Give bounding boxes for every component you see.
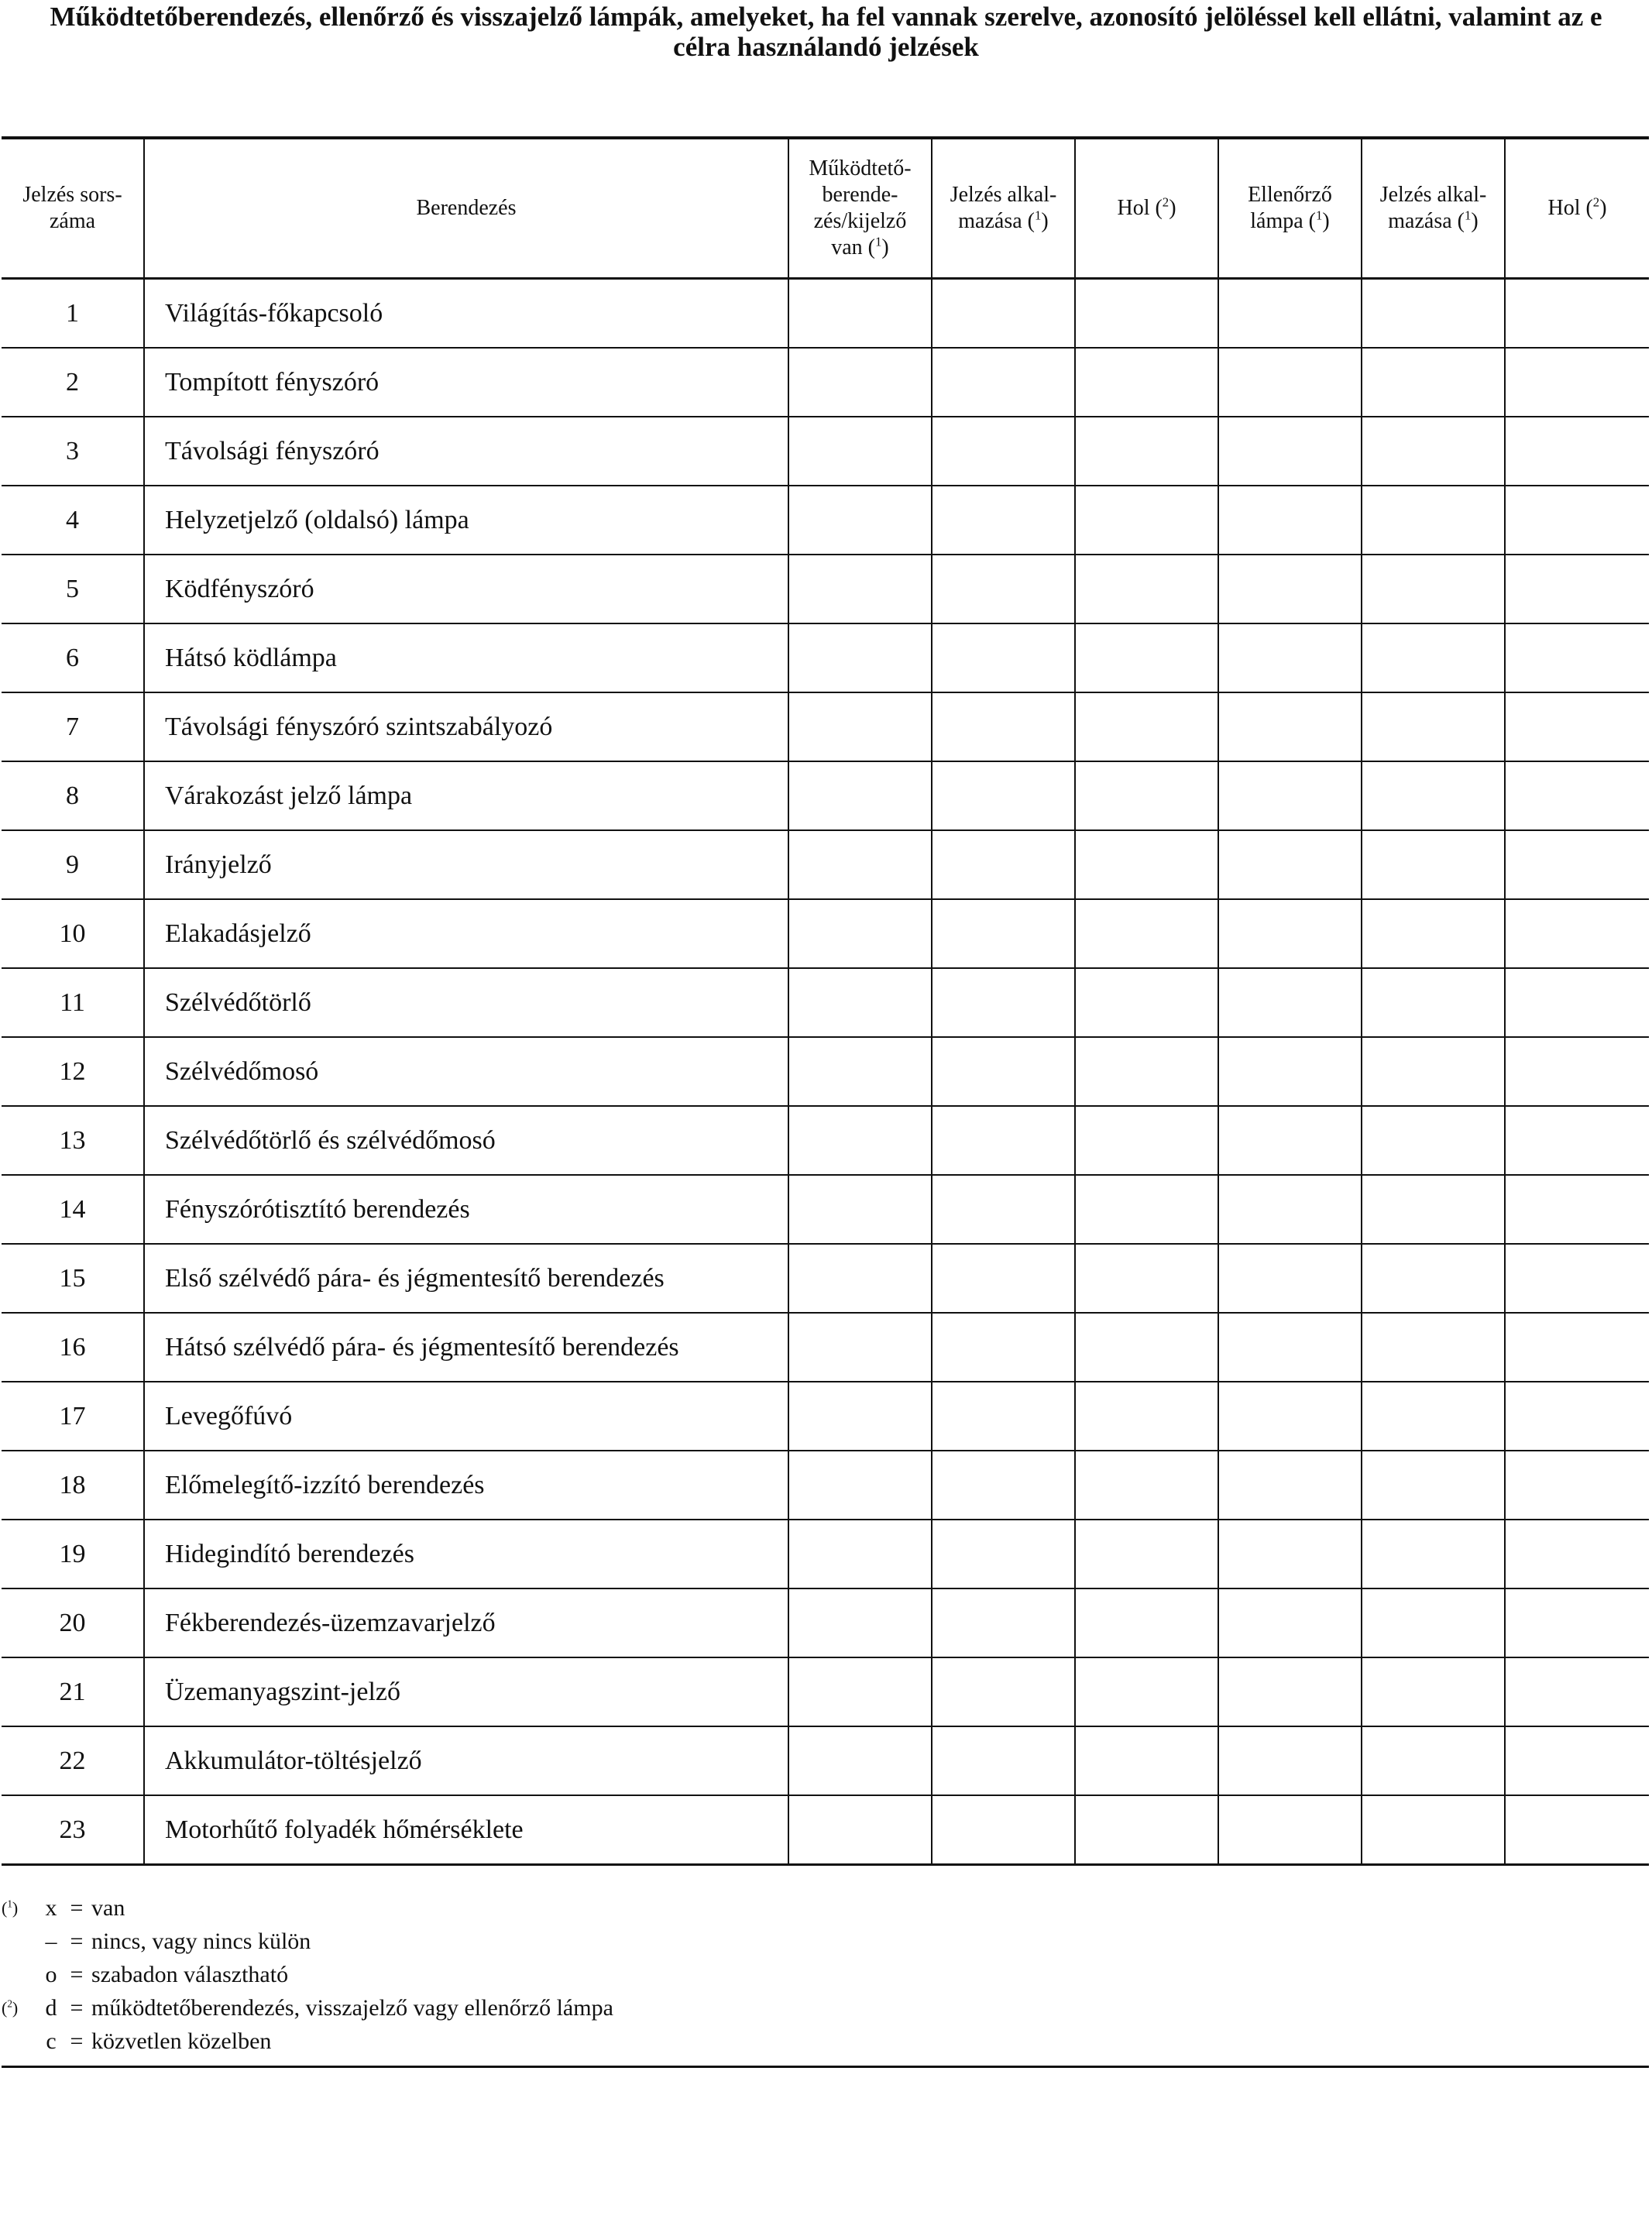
- empty-entry-cell: [788, 761, 932, 830]
- empty-entry-cell: [788, 830, 932, 899]
- empty-entry-cell: [788, 1382, 932, 1451]
- footnote-text: nincs, vagy nincs külön: [91, 1928, 311, 1954]
- row-serial-number: 9: [2, 830, 144, 899]
- empty-entry-cell: [932, 1244, 1075, 1313]
- header-tell-tale: Ellenőrző lámpa ($^1$): [1218, 138, 1362, 279]
- footnote-equals: =: [70, 1962, 84, 1987]
- row-equipment-name: Motorhűtő folyadék hőmérséklete: [144, 1795, 788, 1865]
- empty-entry-cell: [1362, 1726, 1505, 1795]
- row-serial-number: 3: [2, 417, 144, 486]
- empty-entry-cell: [932, 899, 1075, 968]
- table-row: [2, 1588, 1649, 1657]
- empty-entry-cell: [1362, 1588, 1505, 1657]
- empty-entry-cell: [1218, 1175, 1362, 1244]
- page-title: Működtetőberendezés, ellenőrző és visszajelző lámpák, amelyeket, ha fel vannak szerelve, azonosító jelöléssel kell ellátni, valamint az e célra használandó jelzések: [50, 2, 1602, 62]
- empty-entry-cell: [1075, 692, 1218, 761]
- empty-entry-cell: [1505, 692, 1649, 761]
- row-equipment-name: Irányjelző: [144, 830, 788, 899]
- table-row: [2, 1313, 1649, 1382]
- table-row: [2, 692, 1649, 761]
- table-row: [2, 417, 1649, 486]
- empty-entry-cell: [1505, 1382, 1649, 1451]
- empty-entry-cell: [1505, 1244, 1649, 1313]
- empty-entry-cell: [788, 968, 932, 1037]
- empty-entry-cell: [788, 486, 932, 555]
- empty-entry-cell: [1505, 1175, 1649, 1244]
- empty-entry-cell: [932, 1037, 1075, 1106]
- row-equipment-name: Hidegindító berendezés: [144, 1520, 788, 1588]
- footnote-text: szabadon választható: [91, 1962, 289, 1987]
- empty-entry-cell: [1218, 279, 1362, 349]
- row-equipment-name: Fényszórótisztító berendezés: [144, 1175, 788, 1244]
- row-serial-number: 16: [2, 1313, 144, 1382]
- empty-entry-cell: [1505, 348, 1649, 417]
- empty-entry-cell: [1075, 555, 1218, 623]
- empty-entry-cell: [932, 1313, 1075, 1382]
- table-row: [2, 555, 1649, 623]
- empty-entry-cell: [1075, 830, 1218, 899]
- empty-entry-cell: [932, 1175, 1075, 1244]
- empty-entry-cell: [1505, 1520, 1649, 1588]
- empty-entry-cell: [1505, 279, 1649, 349]
- empty-entry-cell: [1505, 899, 1649, 968]
- empty-entry-cell: [1218, 1382, 1362, 1451]
- empty-entry-cell: [788, 1795, 932, 1865]
- footnote-symbol: o: [45, 1962, 57, 1987]
- empty-entry-cell: [1075, 1795, 1218, 1865]
- row-serial-number: 13: [2, 1106, 144, 1175]
- empty-entry-cell: [1218, 1451, 1362, 1520]
- empty-entry-cell: [1075, 486, 1218, 555]
- empty-entry-cell: [1505, 1106, 1649, 1175]
- empty-entry-cell: [788, 1726, 932, 1795]
- row-serial-number: 22: [2, 1726, 144, 1795]
- empty-entry-cell: [1218, 761, 1362, 830]
- empty-entry-cell: [1362, 1795, 1505, 1865]
- empty-entry-cell: [1505, 1313, 1649, 1382]
- table-row: [2, 1037, 1649, 1106]
- empty-entry-cell: [1362, 1451, 1505, 1520]
- empty-entry-cell: [788, 1175, 932, 1244]
- footnote-equals: =: [70, 2028, 84, 2054]
- empty-entry-cell: [1362, 761, 1505, 830]
- empty-entry-cell: [788, 417, 932, 486]
- table-row: [2, 1520, 1649, 1588]
- row-equipment-name: Ködfényszóró: [144, 555, 788, 623]
- header-symbol-application-1: Jelzés alkal- mazása ($^1$): [932, 138, 1075, 279]
- row-equipment-name: Fékberendezés-üzemzavarjelző: [144, 1588, 788, 1657]
- row-equipment-name: Levegőfúvó: [144, 1382, 788, 1451]
- empty-entry-cell: [1218, 899, 1362, 968]
- empty-entry-cell: [1218, 692, 1362, 761]
- empty-entry-cell: [788, 692, 932, 761]
- empty-entry-cell: [932, 830, 1075, 899]
- header-where-2: Hol ($^2$): [1505, 138, 1649, 279]
- header-serial-number: Jelzés sors- záma: [2, 138, 144, 279]
- table-row: [2, 1657, 1649, 1726]
- empty-entry-cell: [1505, 1451, 1649, 1520]
- table-row: [2, 1175, 1649, 1244]
- row-equipment-name: Szélvédőtörlő és szélvédőmosó: [144, 1106, 788, 1175]
- table-row: [2, 1726, 1649, 1795]
- empty-entry-cell: [932, 692, 1075, 761]
- empty-entry-cell: [788, 348, 932, 417]
- empty-entry-cell: [1505, 1726, 1649, 1795]
- footnote-symbol: –: [45, 1928, 57, 1954]
- row-serial-number: 12: [2, 1037, 144, 1106]
- table-row: [2, 1795, 1649, 1865]
- empty-entry-cell: [1218, 1588, 1362, 1657]
- empty-entry-cell: [1075, 761, 1218, 830]
- table-row: [2, 486, 1649, 555]
- signals-table: [2, 136, 1649, 1866]
- empty-entry-cell: [932, 623, 1075, 692]
- empty-entry-cell: [1505, 555, 1649, 623]
- footnote-symbol: c: [46, 2028, 57, 2054]
- footnotes: [2, 1891, 1649, 2068]
- table-row: [2, 348, 1649, 417]
- footnote-mark: [2, 1958, 40, 1991]
- footnote-mark: ($^2$): [2, 1997, 19, 2018]
- footnote-symbol: d: [45, 1995, 57, 2021]
- empty-entry-cell: [1218, 417, 1362, 486]
- empty-entry-cell: [932, 1588, 1075, 1657]
- footnote-line: [2, 1958, 1649, 1991]
- empty-entry-cell: [932, 1106, 1075, 1175]
- empty-entry-cell: [1362, 417, 1505, 486]
- empty-entry-cell: [1505, 1588, 1649, 1657]
- empty-entry-cell: [1505, 623, 1649, 692]
- row-serial-number: 4: [2, 486, 144, 555]
- row-equipment-name: Távolsági fényszóró szintszabályozó: [144, 692, 788, 761]
- row-serial-number: 19: [2, 1520, 144, 1588]
- header-symbol-application-2: Jelzés alkal- mazása ($^1$): [1362, 138, 1505, 279]
- row-serial-number: 18: [2, 1451, 144, 1520]
- row-serial-number: 23: [2, 1795, 144, 1865]
- row-equipment-name: Előmelegítő-izzító berendezés: [144, 1451, 788, 1520]
- row-equipment-name: Üzemanyagszint-jelző: [144, 1657, 788, 1726]
- footnote-mark: [2, 2025, 40, 2058]
- empty-entry-cell: [1075, 1588, 1218, 1657]
- empty-entry-cell: [932, 761, 1075, 830]
- empty-entry-cell: [1362, 1313, 1505, 1382]
- empty-entry-cell: [1218, 1244, 1362, 1313]
- row-serial-number: 7: [2, 692, 144, 761]
- empty-entry-cell: [1362, 348, 1505, 417]
- empty-entry-cell: [1218, 1726, 1362, 1795]
- empty-entry-cell: [1075, 899, 1218, 968]
- row-equipment-name: Várakozást jelző lámpa: [144, 761, 788, 830]
- footnote-line: [2, 1991, 1649, 2025]
- row-equipment-name: Szélvédőmosó: [144, 1037, 788, 1106]
- row-serial-number: 8: [2, 761, 144, 830]
- row-equipment-name: Akkumulátor-töltésjelző: [144, 1726, 788, 1795]
- empty-entry-cell: [1075, 348, 1218, 417]
- footnote-text: közvetlen közelben: [91, 2028, 272, 2054]
- empty-entry-cell: [1218, 1520, 1362, 1588]
- footnote-line: [2, 2025, 1649, 2058]
- row-equipment-name: Szélvédőtörlő: [144, 968, 788, 1037]
- table-row: [2, 830, 1649, 899]
- empty-entry-cell: [1075, 279, 1218, 349]
- footnote-equals: =: [70, 1895, 84, 1921]
- empty-entry-cell: [1362, 1657, 1505, 1726]
- empty-entry-cell: [788, 1451, 932, 1520]
- empty-entry-cell: [1075, 1657, 1218, 1726]
- row-serial-number: 6: [2, 623, 144, 692]
- empty-entry-cell: [1218, 1106, 1362, 1175]
- empty-entry-cell: [1362, 1037, 1505, 1106]
- table-row: [2, 899, 1649, 968]
- empty-entry-cell: [1362, 1175, 1505, 1244]
- empty-entry-cell: [1075, 623, 1218, 692]
- footnote-symbol: x: [45, 1895, 57, 1921]
- empty-entry-cell: [788, 1313, 932, 1382]
- empty-entry-cell: [1075, 968, 1218, 1037]
- empty-entry-cell: [1362, 623, 1505, 692]
- empty-entry-cell: [788, 1037, 932, 1106]
- header-equipment: Berendezés: [144, 138, 788, 279]
- empty-entry-cell: [788, 899, 932, 968]
- empty-entry-cell: [788, 279, 932, 349]
- footnote-line: [2, 1925, 1649, 1958]
- empty-entry-cell: [932, 1726, 1075, 1795]
- row-serial-number: 10: [2, 899, 144, 968]
- footnote-line: [2, 1891, 1649, 1925]
- empty-entry-cell: [1362, 1106, 1505, 1175]
- empty-entry-cell: [1218, 1037, 1362, 1106]
- empty-entry-cell: [1075, 1382, 1218, 1451]
- footnote-text: működtetőberendezés, visszajelző vagy ellenőrző lámpa: [91, 1995, 613, 2021]
- empty-entry-cell: [932, 1520, 1075, 1588]
- empty-entry-cell: [932, 968, 1075, 1037]
- empty-entry-cell: [932, 555, 1075, 623]
- empty-entry-cell: [1505, 1795, 1649, 1865]
- empty-entry-cell: [932, 1451, 1075, 1520]
- row-serial-number: 14: [2, 1175, 144, 1244]
- empty-entry-cell: [788, 1520, 932, 1588]
- empty-entry-cell: [1218, 968, 1362, 1037]
- empty-entry-cell: [1218, 1795, 1362, 1865]
- empty-entry-cell: [788, 1657, 932, 1726]
- row-equipment-name: Távolsági fényszóró: [144, 417, 788, 486]
- footnote-equals: =: [70, 1995, 84, 2021]
- row-equipment-name: Helyzetjelző (oldalsó) lámpa: [144, 486, 788, 555]
- row-equipment-name: Világítás-főkapcsoló: [144, 279, 788, 349]
- table-row: [2, 761, 1649, 830]
- empty-entry-cell: [1362, 899, 1505, 968]
- footnote-equals: =: [70, 1928, 84, 1954]
- empty-entry-cell: [932, 486, 1075, 555]
- empty-entry-cell: [932, 1657, 1075, 1726]
- empty-entry-cell: [1505, 486, 1649, 555]
- empty-entry-cell: [788, 1588, 932, 1657]
- row-serial-number: 2: [2, 348, 144, 417]
- empty-entry-cell: [1218, 486, 1362, 555]
- empty-entry-cell: [1505, 417, 1649, 486]
- table-row: [2, 1244, 1649, 1313]
- row-serial-number: 15: [2, 1244, 144, 1313]
- empty-entry-cell: [1505, 761, 1649, 830]
- empty-entry-cell: [788, 623, 932, 692]
- empty-entry-cell: [1218, 623, 1362, 692]
- header-where-1: Hol ($^2$): [1075, 138, 1218, 279]
- empty-entry-cell: [1362, 486, 1505, 555]
- empty-entry-cell: [1218, 830, 1362, 899]
- empty-entry-cell: [932, 1795, 1075, 1865]
- row-serial-number: 20: [2, 1588, 144, 1657]
- empty-entry-cell: [1362, 830, 1505, 899]
- empty-entry-cell: [932, 1382, 1075, 1451]
- empty-entry-cell: [1505, 1657, 1649, 1726]
- table-row: [2, 1451, 1649, 1520]
- row-equipment-name: Elakadásjelző: [144, 899, 788, 968]
- empty-entry-cell: [788, 1106, 932, 1175]
- empty-entry-cell: [1218, 348, 1362, 417]
- footnote-mark: [2, 1925, 40, 1958]
- row-serial-number: 1: [2, 279, 144, 349]
- row-equipment-name: Hátsó szélvédő pára- és jégmentesítő berendezés: [144, 1313, 788, 1382]
- row-serial-number: 21: [2, 1657, 144, 1726]
- empty-entry-cell: [1362, 1520, 1505, 1588]
- row-serial-number: 5: [2, 555, 144, 623]
- empty-entry-cell: [1362, 555, 1505, 623]
- footnote-text: van: [91, 1895, 125, 1921]
- empty-entry-cell: [932, 279, 1075, 349]
- table-row: [2, 968, 1649, 1037]
- row-equipment-name: Első szélvédő pára- és jégmentesítő berendezés: [144, 1244, 788, 1313]
- table-row: [2, 623, 1649, 692]
- empty-entry-cell: [1362, 279, 1505, 349]
- empty-entry-cell: [1362, 1244, 1505, 1313]
- table-row: [2, 1382, 1649, 1451]
- table-row: [2, 1106, 1649, 1175]
- empty-entry-cell: [1075, 1726, 1218, 1795]
- empty-entry-cell: [1218, 1313, 1362, 1382]
- empty-entry-cell: [1075, 1520, 1218, 1588]
- row-equipment-name: Tompított fényszóró: [144, 348, 788, 417]
- empty-entry-cell: [1505, 968, 1649, 1037]
- empty-entry-cell: [1075, 1037, 1218, 1106]
- empty-entry-cell: [1075, 1175, 1218, 1244]
- row-serial-number: 11: [2, 968, 144, 1037]
- empty-entry-cell: [1218, 1657, 1362, 1726]
- empty-entry-cell: [1362, 692, 1505, 761]
- footnote-mark: ($^1$): [2, 1898, 19, 1918]
- empty-entry-cell: [1362, 1382, 1505, 1451]
- table-header-row: [2, 138, 1649, 279]
- empty-entry-cell: [1505, 1037, 1649, 1106]
- empty-entry-cell: [1075, 1106, 1218, 1175]
- empty-entry-cell: [932, 348, 1075, 417]
- empty-entry-cell: [1075, 1451, 1218, 1520]
- empty-entry-cell: [788, 1244, 932, 1313]
- empty-entry-cell: [1075, 1244, 1218, 1313]
- row-equipment-name: Hátsó ködlámpa: [144, 623, 788, 692]
- empty-entry-cell: [1075, 1313, 1218, 1382]
- row-serial-number: 17: [2, 1382, 144, 1451]
- header-control-present: Működtető- berende- zés/kijelző van ($^1$): [788, 138, 932, 279]
- empty-entry-cell: [788, 555, 932, 623]
- empty-entry-cell: [1362, 968, 1505, 1037]
- empty-entry-cell: [1218, 555, 1362, 623]
- table-row: [2, 279, 1649, 349]
- empty-entry-cell: [1505, 830, 1649, 899]
- empty-entry-cell: [932, 417, 1075, 486]
- empty-entry-cell: [1075, 417, 1218, 486]
